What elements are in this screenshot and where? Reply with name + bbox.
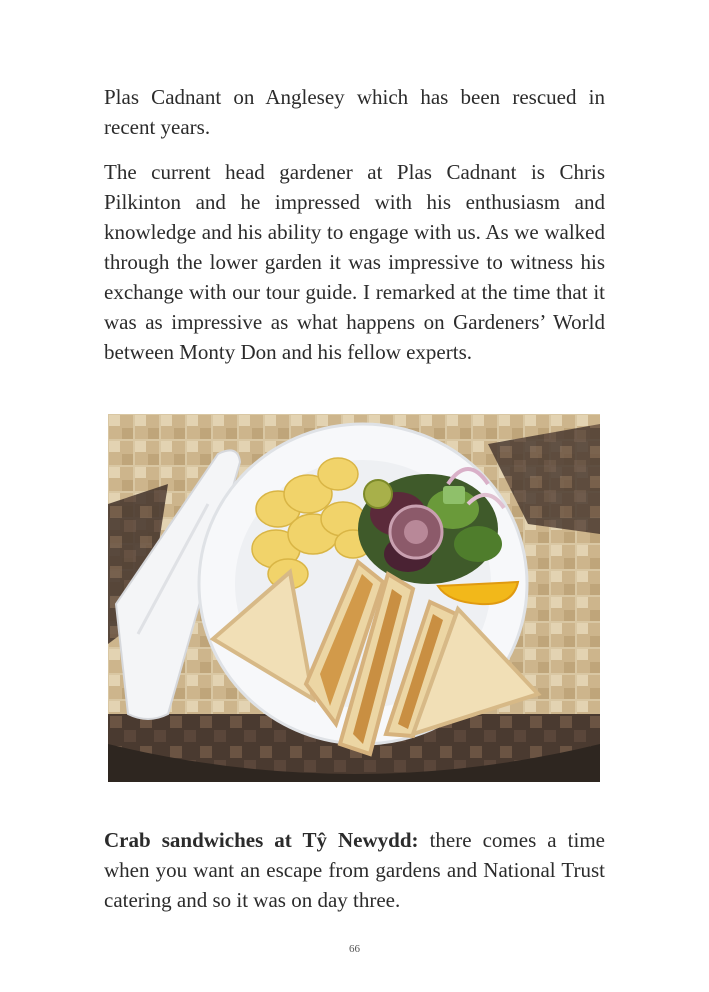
paragraph-body-text: there comes a time when you want an escape from gardens and National Trust catering and so it was on day three. [104, 828, 605, 912]
page-number: 66 [349, 943, 360, 955]
photo-crab-sandwich-plate [108, 414, 600, 782]
paragraph-lead-heading: Crab sandwiches at Tŷ Newydd: [104, 828, 419, 852]
paragraph-crab-sandwiches [104, 825, 605, 915]
paragraph-head-gardener: The current head gardener at Plas Cadnant is Chris Pilkinton and he impressed with his enthusiasm and knowledge and his ability to engage with us. As we walked through the lower garden it was impressive to witness his exchange with our tour guide. I remarked at the time that it was as impressive as what happens on Gardeners’ World between Monty Don and his fellow experts. [104, 160, 605, 364]
paragraph-intro: Plas Cadnant on Anglesey which has been rescued in recent years. [104, 85, 605, 139]
